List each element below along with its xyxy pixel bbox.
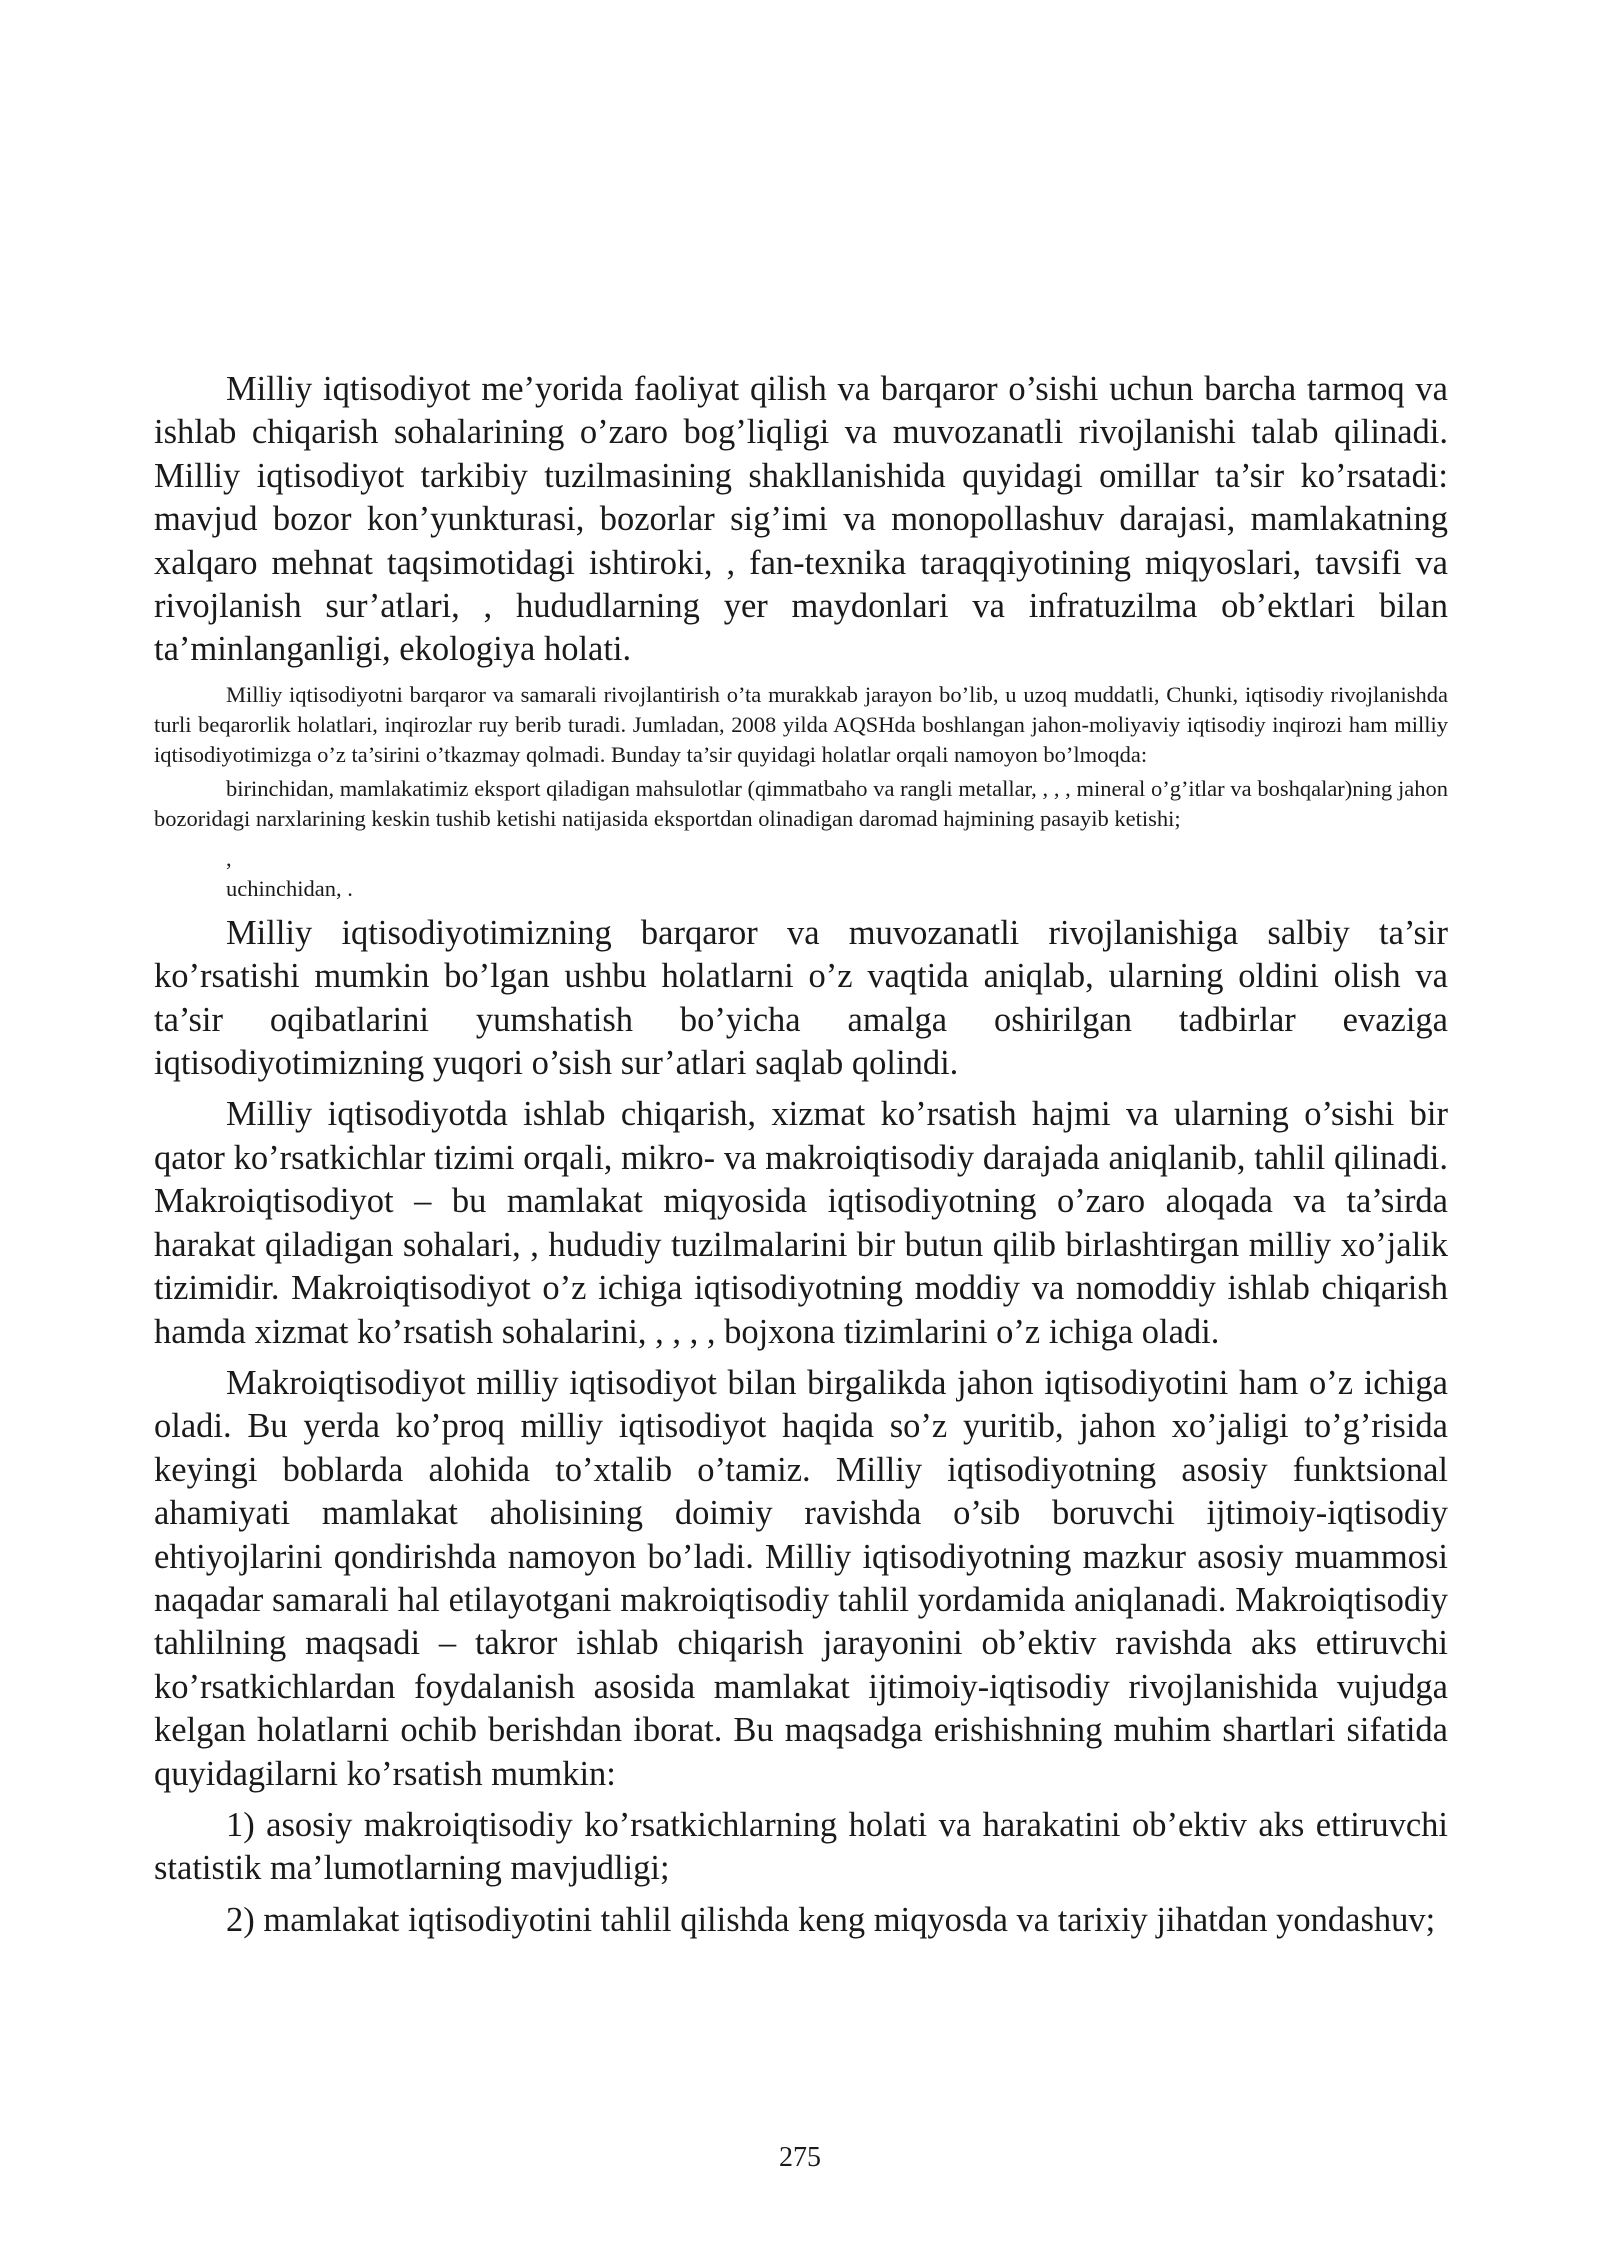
spacer	[154, 1891, 1448, 1899]
page-number: 275	[779, 2142, 821, 2173]
spacer	[154, 672, 1448, 680]
list-item-2: 2) mamlakat iqtisodiyotini tahlil qilishda keng miqyosda va tarixiy jihatdan yondashuv;	[226, 1900, 1436, 1939]
small-paragraph-4: uchinchidan, .	[226, 875, 353, 901]
small-paragraph-3: ,	[226, 845, 232, 871]
spacer	[154, 1796, 1448, 1804]
paragraph-macroeconomics: Milliy iqtisodiyotda ishlab chiqarish, xizmat ko’rsatish hajmi va ularning o’sishi bir qator ko’rsatkichlar tizimi orqali, mikro- va makroiqtisodiy darajada aniqlanib, tahlil qilinadi. Makroiqtisodiyot – bu mamlakat miqyosida iqtisodiyotning o’zaro aloqada va ta’sirda harakat qiladigan sohalari, , hududiy tuzilmalarini bir butun qilib birlashtirgan milliy xo’jalik tizimidir. Makroiqtisodiyot o’z ichiga iqtisodiyotning moddiy va nomoddiy ishlab chiqarish hamda xizmat ko’rsatish sohalarini, , , , , bojxona tizimlarini o’z ichiga oladi.	[154, 1095, 1448, 1351]
spacer	[154, 834, 1448, 844]
document-page	[154, 368, 1448, 1942]
spacer	[154, 904, 1448, 912]
paragraph-world-economy: Makroiqtisodiyot milliy iqtisodiyot bilan birgalikda jahon iqtisodiyotini ham o’z ichiga oladi. Bu yerda ko’proq milliy iqtisodiyot haqida so’z yuritib, jahon xo’jaligi to’g’risida keyingi boblarda alohida to’xtalib o’tamiz. Milliy iqtisodiyotning asosiy funktsional ahamiyati mamlakat aholisining doimiy ravishda o’sib boruvchi ijtimoiy-iqtisodiy ehtiyojlarini qondirishda namoyon bo’ladi. Milliy iqtisodiyotning mazkur asosiy muammosi naqadar samarali hal etilayotgani makroiqtisodiy tahlil yordamida aniqlanadi. Makroiqtisodiy tahlilning maqsadi – takror ishlab chiqarish jarayonini ob’ektiv ravishda aks ettiruvchi ko’rsatkichlardan foydalanish asosida mamlakat ijtimoiy-iqtisodiy rivojlanishida vujudga kelgan holatlarni ochib berishdan iborat. Bu maqsadga erishishning muhim shartlari sifatida quyidagilarni ko’rsatish mumkin:	[154, 1363, 1448, 1793]
small-text-block	[154, 680, 1448, 904]
paragraph-stability: Milliy iqtisodiyotimizning barqaror va muvozanatli rivojlanishiga salbiy ta’sir ko’rsatishi mumkin bo’lgan ushbu holatlarni o’z vaqtida aniqlab, ularning oldini olish va ta’sir oqibatlarini yumshatish bo’yicha amalga oshirilgan tadbirlar evaziga iqtisodiyotimizning yuqori o’sish sur’atlari saqlab qolindi.	[154, 913, 1448, 1083]
spacer	[154, 1354, 1448, 1362]
small-paragraph-2: birinchidan, mamlakatimiz eksport qiladigan mahsulotlar (qimmatbaho va rangli metallar, , , , mineral o’g’itlar va boshqalar)ning jahon bozoridagi narxlarining keskin tushib ketishi natijasida eksportdan olinadigan daromad hajmining pasayib ketishi;	[154, 775, 1448, 831]
spacer	[154, 1085, 1448, 1093]
small-paragraph-1: Milliy iqtisodiyotni barqaror va samarali rivojlantirish o’ta murakkab jarayon bo’lib, u uzoq muddatli, Chunki, iqtisodiy rivojlanishda turli beqarorlik holatlari, inqirozlar ruy berib turadi. Jumladan, 2008 yilda AQSHda boshlangan jahon-moliyaviy iqtisodiy inqirozi ham milliy iqtisodiyotimizga o’z ta’sirini o’tkazmay qolmadi. Bunday ta’sir quyidagi holatlar orqali namoyon bo’lmoqda:	[154, 681, 1448, 767]
list-item-1: 1) asosiy makroiqtisodiy ko’rsatkichlarning holati va harakatini ob’ektiv aks ettiruvchi statistik ma’lumotlarning mavjudligi;	[154, 1805, 1448, 1888]
paragraph-intro: Milliy iqtisodiyot me’yorida faoliyat qilish va barqaror o’sishi uchun barcha tarmoq va ishlab chiqarish sohalarining o’zaro bog’liqligi va muvozanatli rivojlanishi talab qilinadi. Milliy iqtisodiyot tarkibiy tuzilmasining shakllanishida quyidagi omillar ta’sir ko’rsatadi: mavjud bozor kon’yunkturasi, bozorlar sig’imi va monopollashuv darajasi, mamlakatning xalqaro mehnat taqsimotidagi ishtiroki, , fan-texnika taraqqiyotining miqyoslari, tavsifi va rivojlanish sur’atlari, , hududlarning yer maydonlari va infratuzilma ob’ektlari bilan ta’minlanganligi, ekologiya holati.	[154, 370, 1448, 669]
